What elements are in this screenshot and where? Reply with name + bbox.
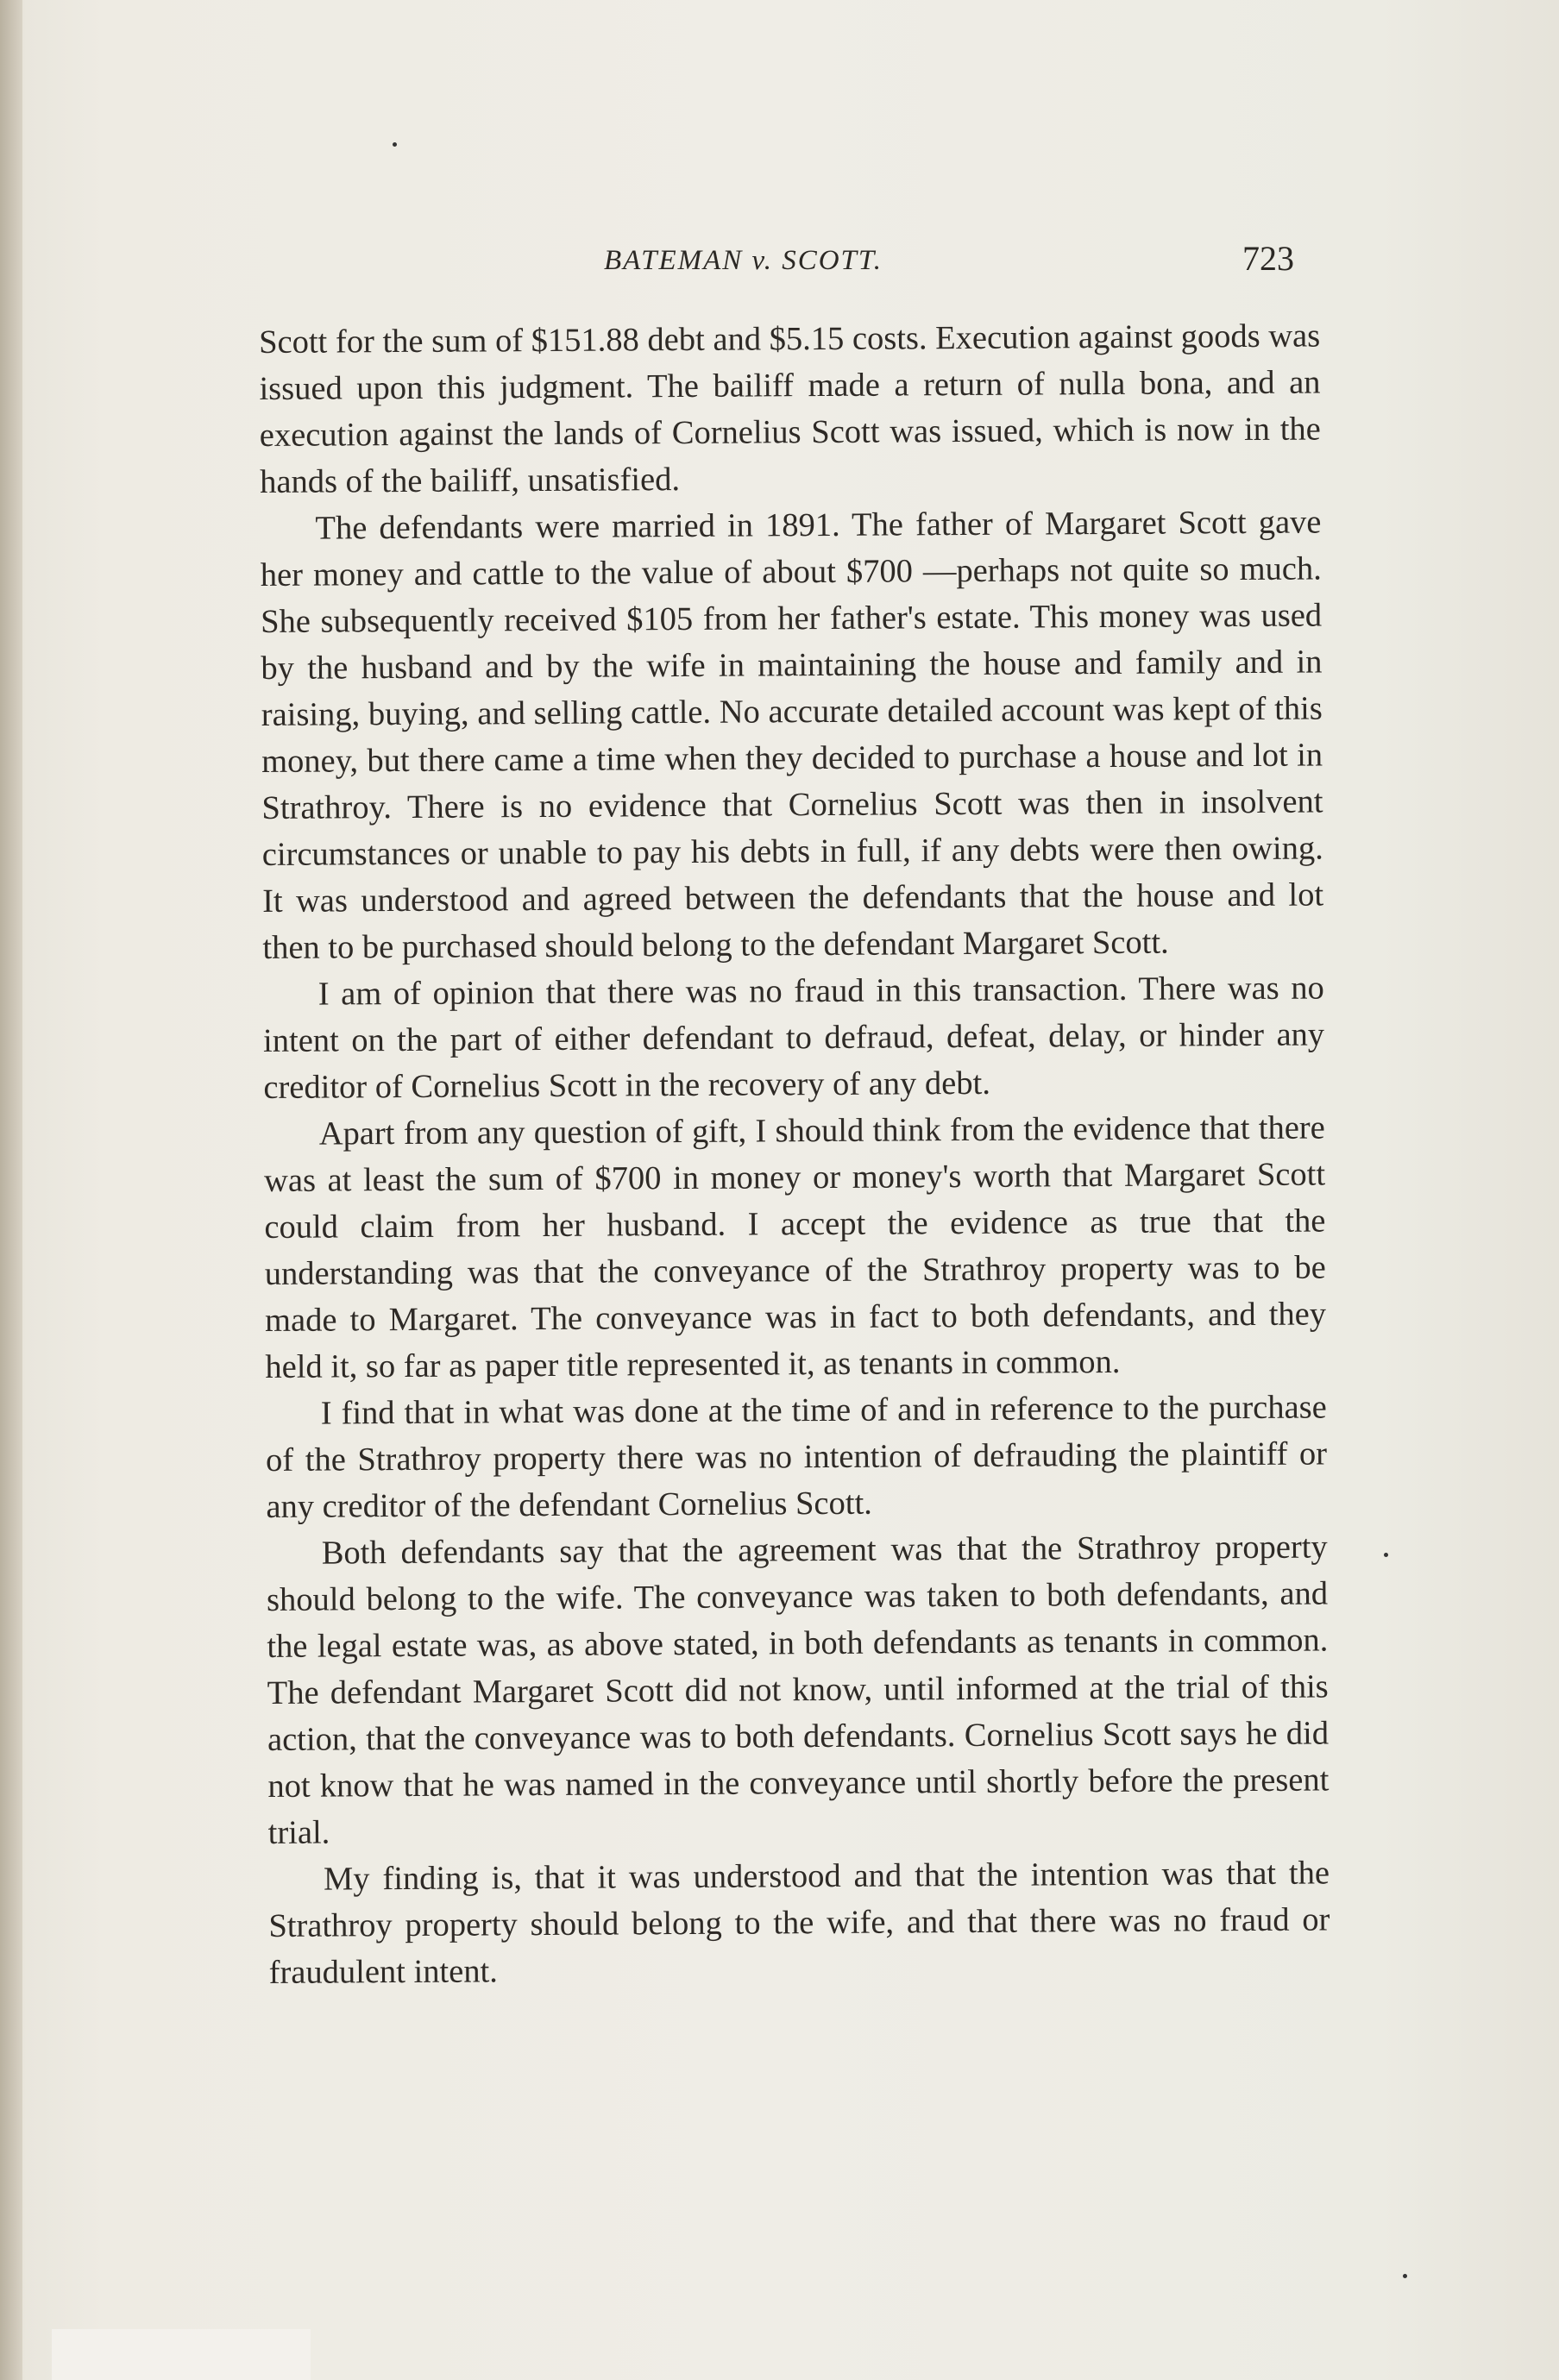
- paragraph-2: The defendants were married in 1891. The father of Margaret Scott gave her money and cattle to the value of about $700 —perhaps not quite so much. She subsequently received $105 from her father's estate. This money was used by the husband and by the wife in maintaining the house and family and in raising, buying, and selling cattle. No accurate detailed account was kept of this money, but there came a time when they decided to purchase a house and lot in Strathroy. There is no evidence that Cornelius Scott was then in insolvent circumstances or unable to pay his debts in full, if any debts were then owing. It was understood and agreed between the defendants that the house and lot then to be purchased should belong to the defendant Margaret Scott.: [260, 504, 1324, 966]
- paragraph-6: Both defendants say that the agreement was that the Strathroy property should belong to the wife. The conveyance was taken to both defendants, and the legal estate was, as above stated, in both defendants as tenants in common. The defendant Margaret Scott did not know, until informed at the trial of this action, that the conveyance was to both defendants. Cornelius Scott says he did not know that he was named in the conveyance until shortly before the present trial.: [266, 1529, 1330, 1851]
- page-gutter: [0, 0, 22, 2380]
- running-title: BATEMAN v. SCOTT.: [604, 245, 883, 276]
- paragraph-7: My finding is, that it was understood and that the intention was that the Strathroy property should belong to the wife, and that there was no fraud or fraudulent intent.: [268, 1855, 1330, 1991]
- page-number: 723: [1242, 239, 1294, 278]
- page-header: [259, 233, 1346, 285]
- body-text: [259, 312, 1330, 1995]
- paper-tab: [52, 2329, 311, 2380]
- paragraph-4: Apart from any question of gift, I should think from the evidence that there was at least the sum of $700 in money or money's worth that Margaret Scott could claim from her husband. I accept the evidence as true that the understanding was that the conveyance of the Strathroy property was to be made to Margaret. The conveyance was in fact to both defendants, and they held it, so far as paper title represented it, as tenants in common.: [263, 1109, 1327, 1385]
- paragraph-5: I find that in what was done at the time of and in reference to the purchase of the Strathroy property there was no intention of defrauding the plaintiff or any creditor of the defendant Cornelius Scott.: [265, 1389, 1328, 1525]
- ink-speck: [393, 142, 397, 147]
- paragraph-1: Scott for the sum of $151.88 debt and $5.15 costs. Execution against goods was issued upon this judgment. The bailiff made a return of nulla bona, and an execution against the lands of Cornelius Scott was issued, which is now in the hands of the bailiff, unsatisfied.: [259, 317, 1321, 500]
- ink-speck: [1403, 2274, 1407, 2278]
- paragraph-3: I am of opinion that there was no fraud in this transaction. There was no intent on the part of either defendant to defraud, defeat, delay, or hinder any creditor of Cornelius Scott in the recovery of any debt.: [262, 970, 1325, 1106]
- ink-speck: [1384, 1553, 1388, 1557]
